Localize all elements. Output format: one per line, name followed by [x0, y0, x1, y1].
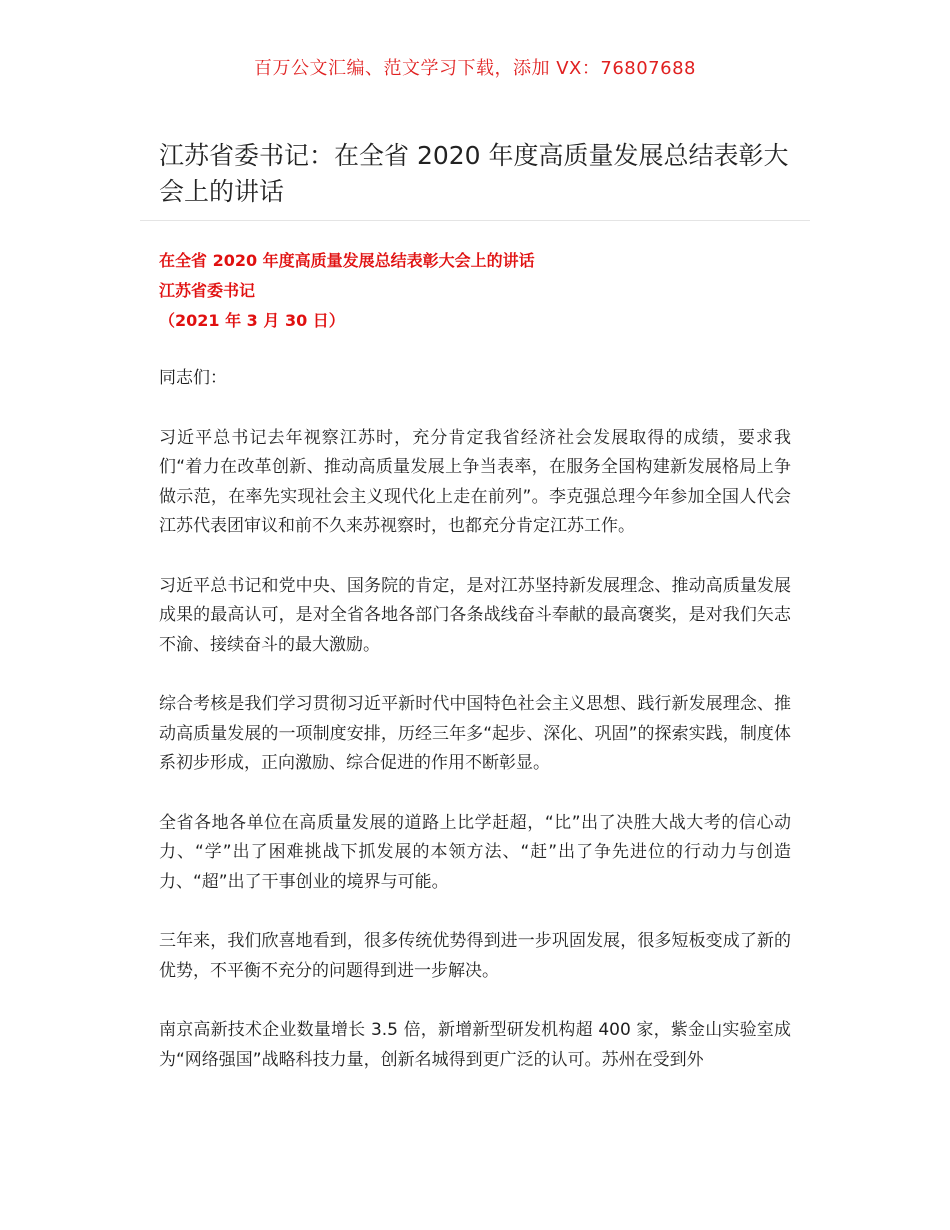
- body-paragraph: 习近平总书记去年视察江苏时，充分肯定我省经济社会发展取得的成绩，要求我们“着力在改革创新、推动高质量发展上争当表率，在服务全国构建新发展格局上争做示范，在率先实现社会主义现代化上走在前列”。李克强总理今年参加全国人代会江苏代表团审议和前不久来苏视察时，也都充分肯定江苏工作。: [159, 427, 791, 536]
- speech-date: （2021 年 3 月 30 日）: [159, 311, 345, 330]
- body-paragraph: 全省各地各单位在高质量发展的道路上比学赶超，“比”出了决胜大战大考的信心动力、“学”出了困难挑战下抓发展的本领方法、“赶”出了争先进位的行动力与创造力、“超”出了干事创业的境界与可能。: [159, 812, 791, 892]
- speech-title: 在全省 2020 年度高质量发展总结表彰大会上的讲话: [159, 251, 535, 270]
- body-paragraph: 综合考核是我们学习贯彻习近平新时代中国特色社会主义思想、践行新发展理念、推动高质量发展的一项制度安排，历经三年多“起步、深化、巩固”的探索实践，制度体系初步形成，正向激励、综合促进的作用不断彰显。: [159, 694, 791, 773]
- body-paragraph: 习近平总书记和党中央、国务院的肯定，是对江苏坚持新发展理念、推动高质量发展成果的最高认可，是对全省各地各部门各条战线奋斗奉献的最高褒奖，是对我们矢志不渝、接续奋斗的最大激励。: [159, 575, 791, 655]
- salutation: 同志们：: [159, 368, 227, 388]
- header-banner: 百万公文汇编、范文学习下载，添加 VX：76807688: [254, 58, 696, 79]
- title-divider: [140, 220, 810, 221]
- article-body: [159, 364, 791, 1105]
- body-paragraph: 南京高新技术企业数量增长 3.5 倍，新增新型研发机构超 400 家，紫金山实验室成为“网络强国”战略科技力量，创新名城得到更广泛的认可。苏州在受到外: [159, 1020, 791, 1070]
- body-paragraph: 三年来，我们欣喜地看到，很多传统优势得到进一步巩固发展，很多短板变成了新的优势，不平衡不充分的问题得到进一步解决。: [159, 931, 791, 981]
- speaker-name: 江苏省委书记: [159, 281, 256, 300]
- article-title: 江苏省委书记：在全省 2020 年度高质量发展总结表彰大会上的讲话: [159, 141, 789, 206]
- speech-subheading: [159, 246, 799, 336]
